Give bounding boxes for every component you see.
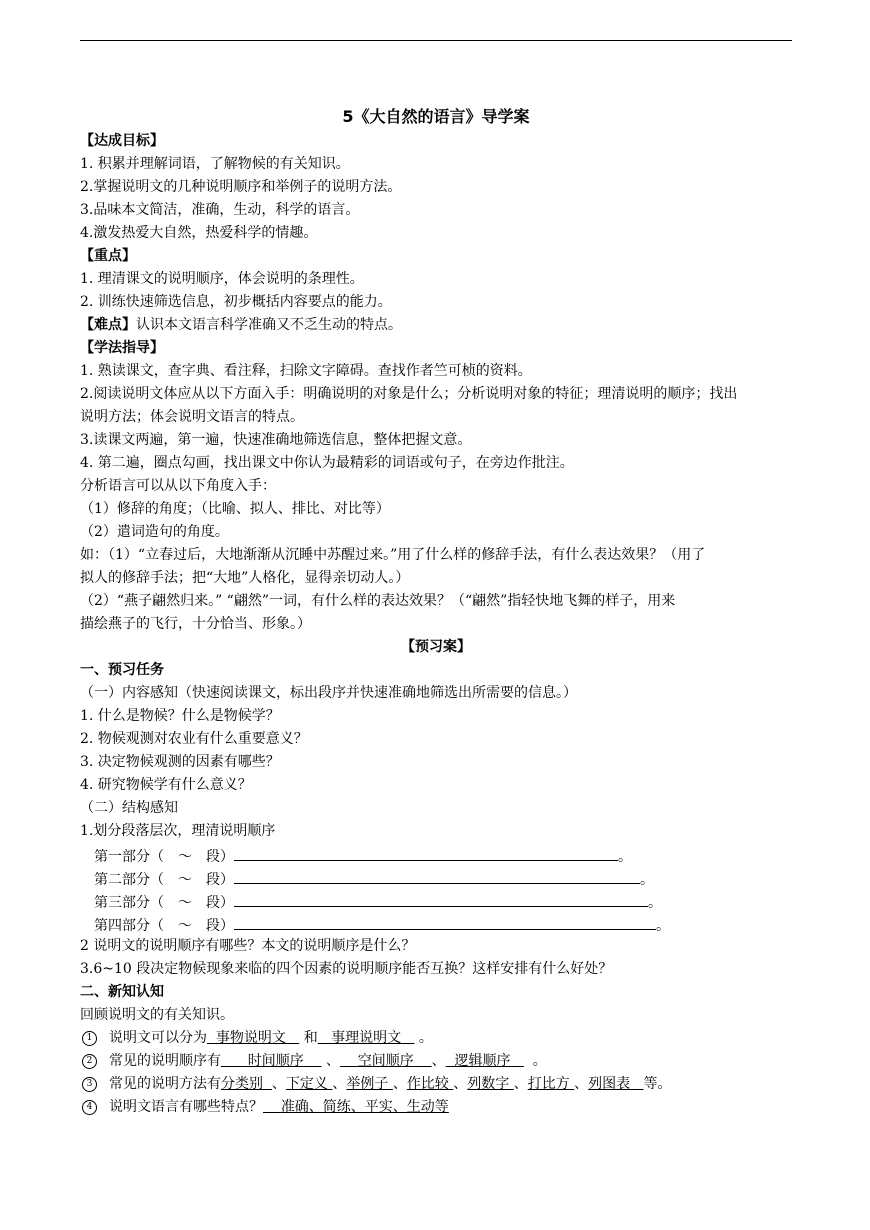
item-end: 。 (532, 1053, 547, 1069)
structure-task: 1.划分段落层次，理清说明顺序 (80, 823, 276, 839)
part-label: 第二部分（ ～ 段） (94, 872, 234, 888)
item-sep: 、 (271, 1076, 286, 1092)
answer-fill: 列数字 (467, 1076, 510, 1092)
item-sep: 、 (392, 1076, 407, 1092)
item-end: 等。 (643, 1076, 672, 1092)
method-line: 4. 第二遍，圈点勾画，找出课文中你认为最精彩的词语或句子，在旁边作批注。 (80, 455, 574, 471)
part-row (80, 866, 792, 889)
key-points-heading: 【重点】 (80, 248, 136, 264)
preview-question: 3.6~10 段决定物候现象来临的四个因素的说明顺序能否互换？这样安排有什么好处？ (80, 961, 613, 977)
difficulty-heading: 【难点】 (80, 317, 136, 333)
method-line: （2）“燕子翩然归来。” “翩然”一词，有什么样的表达效果？（“翩然”指轻快地飞舞的样子，用来 (80, 593, 676, 609)
part-row (80, 912, 792, 935)
task-heading: 一、预习任务 (80, 662, 164, 678)
part-label: 第一部分（ ～ 段） (94, 849, 234, 865)
item-sep: 、 (574, 1076, 589, 1092)
part-end: 。 (656, 918, 670, 934)
part-label: 第三部分（ ～ 段） (94, 895, 234, 911)
goal-item: 4.激发热爱大自然，热爱科学的情趣。 (80, 225, 318, 241)
goal-item: 3.品味本文简洁，准确，生动，科学的语言。 (80, 202, 360, 218)
method-line: （2）遣词造句的角度。 (80, 524, 229, 540)
part-answer-line[interactable] (234, 843, 618, 861)
method-line: （1）修辞的角度；（比喻、拟人、排比、对比等） (80, 501, 390, 517)
answer-fill: 时间顺序 (247, 1053, 304, 1069)
method-line: 拟人的修辞手法；把“大地”人格化，显得亲切动人。） (80, 570, 410, 586)
method-line: 2.阅读说明文体应从以下方面入手：明确说明的对象是什么；分析说明对象的特征；理清说明的顺序；找出 (80, 386, 738, 402)
part-end: 。 (618, 849, 632, 865)
method-line: 描绘燕子的飞行，十分恰当、形象。） (80, 616, 311, 632)
method-heading: 【学法指导】 (80, 340, 164, 356)
part-end: 。 (648, 895, 662, 911)
part-label: 第四部分（ ～ 段） (94, 918, 234, 934)
goal-item: 1. 积累并理解词语，了解物候的有关知识。 (80, 156, 350, 172)
answer-fill: 事物说明文 (215, 1030, 286, 1046)
part-row (80, 843, 792, 866)
knowledge-item (80, 1027, 792, 1050)
method-line: 3.读课文两遍，第一遍，快速准确地筛选信息，整体把握文意。 (80, 432, 472, 448)
knowledge-item (80, 1096, 792, 1119)
part-answer-line[interactable] (234, 889, 648, 907)
new-knowledge-intro: 回顾说明文的有关知识。 (80, 1007, 234, 1023)
method-line: 分析语言可以从以下角度入手： (80, 478, 276, 494)
item-sep: 和 (303, 1030, 318, 1046)
key-point-item: 1. 理清课文的说明顺序，体会说明的条理性。 (80, 271, 364, 287)
method-line: 说明方法；体会说明文语言的特点。 (80, 409, 304, 425)
page-title: 5《大自然的语言》导学案 (342, 107, 530, 126)
method-line: 如：（1）“立春过后，大地渐渐从沉睡中苏醒过来。”用了什么样的修辞手法，有什么表达效果？（用了 (80, 547, 706, 563)
document-body (80, 104, 792, 1119)
item-sep: 、 (332, 1076, 347, 1092)
answer-fill: 举例子 (346, 1076, 389, 1092)
answer-fill: 逻辑顺序 (454, 1053, 511, 1069)
structure-heading: （二）结构感知 (80, 800, 178, 816)
answer-fill: 作比较 (406, 1076, 449, 1092)
answer-fill: 事理说明文 (331, 1030, 402, 1046)
preview-question: 2 说明文的说明顺序有哪些？本文的说明顺序是什么？ (80, 938, 416, 954)
content-heading: （一）内容感知（快速阅读课文，标出段序并快速准确地筛选出所需要的信息。） (80, 685, 577, 701)
item-sep: 、 (513, 1076, 528, 1092)
item-sep: 、 (431, 1053, 446, 1069)
preview-question: 1. 什么是物候？什么是物候学？ (80, 708, 280, 724)
header-rule (80, 40, 792, 41)
part-answer-line[interactable] (234, 912, 656, 930)
item-sep: 、 (325, 1053, 340, 1069)
item-number-badge: 1 (82, 1031, 97, 1046)
knowledge-item (80, 1073, 792, 1096)
item-number-badge: 3 (82, 1077, 97, 1092)
item-prefix: 说明文语言有哪些特点？ (109, 1099, 263, 1115)
part-end: 。 (640, 872, 654, 888)
item-prefix: 常见的说明方法有 (109, 1076, 221, 1092)
difficulty-line (80, 314, 792, 337)
preview-heading: 【预习案】 (401, 639, 471, 655)
answer-fill: 列图表 (588, 1076, 631, 1092)
answer-fill: 准确、简练、平实、生动等 (280, 1099, 449, 1115)
item-end: 。 (418, 1030, 433, 1046)
preview-question: 4. 研究物候学有什么意义？ (80, 777, 252, 793)
item-prefix: 说明文可以分为 (109, 1030, 207, 1046)
preview-question: 2. 物候观测对农业有什么重要意义？ (80, 731, 308, 747)
item-sep: 、 (453, 1076, 468, 1092)
method-line: 1. 熟读课文，查字典、看注释，扫除文字障碍。查找作者竺可桢的资料。 (80, 363, 532, 379)
difficulty-text: 认识本文语言科学准确又不乏生动的特点。 (136, 317, 402, 333)
part-row (80, 889, 792, 912)
answer-fill: 分类别 (221, 1076, 263, 1092)
goals-heading: 【达成目标】 (80, 133, 164, 149)
item-prefix: 常见的说明顺序有 (109, 1053, 221, 1069)
goal-item: 2.掌握说明文的几种说明顺序和举例子的说明方法。 (80, 179, 402, 195)
key-point-item: 2. 训练快速筛选信息，初步概括内容要点的能力。 (80, 294, 392, 310)
new-knowledge-heading: 二、新知认知 (80, 984, 164, 1000)
answer-fill: 下定义 (285, 1076, 328, 1092)
item-number-badge: 4 (82, 1100, 97, 1115)
item-number-badge: 2 (82, 1054, 97, 1069)
part-answer-line[interactable] (234, 866, 640, 884)
knowledge-item (80, 1050, 792, 1073)
preview-question: 3. 决定物候观测的因素有哪些？ (80, 754, 280, 770)
answer-fill: 空间顺序 (357, 1053, 414, 1069)
answer-fill: 打比方 (527, 1076, 570, 1092)
